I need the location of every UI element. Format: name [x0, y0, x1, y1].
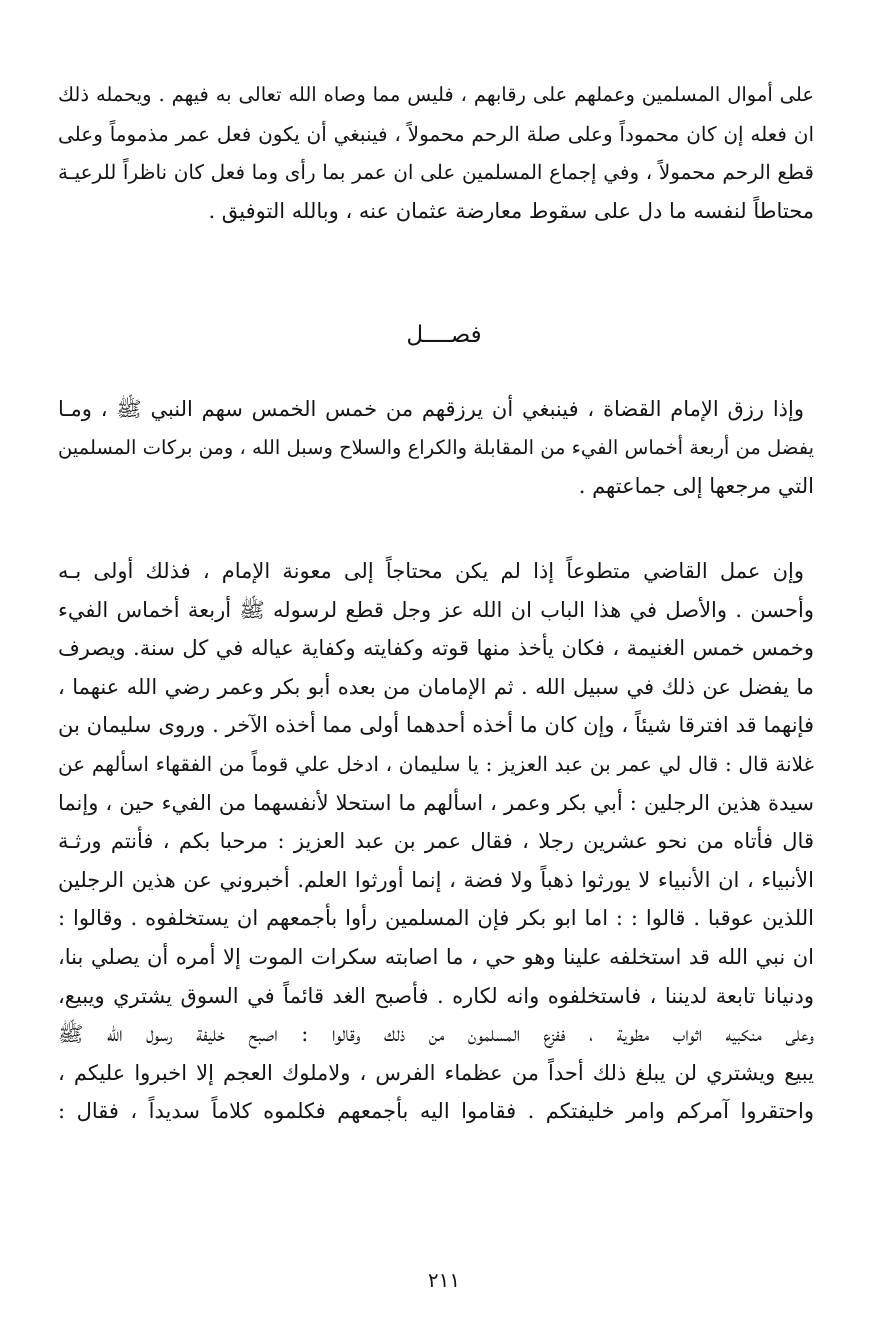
paragraph-2	[58, 390, 814, 506]
paragraph-3	[58, 552, 814, 1131]
text-line: سيدة هذين الرجلين : أبي بكر وعمر ، اسألهم ما استحلا لأنفسهما من الفيء حين ، وإنما	[58, 790, 814, 815]
text-line: التي مرجعها إلى جماعتهم .	[578, 474, 814, 499]
text-line: محتاطاً لنفسه ما دل على سقوط معارضة عثمان عنه ، وبالله التوفيق .	[208, 198, 814, 223]
text-line: على أموال المسلمين وعملهم على رقابهم ، فليس مما وصاه الله تعالى به فيهم . ويحمله ذلك	[58, 83, 814, 106]
text-line: ان فعله إن كان محموداً وعلى صلة الرحم محمولاً ، فينبغي أن يكون فعل عمر مذموماً وعلى	[58, 121, 814, 146]
section-heading: فصــــل	[406, 322, 482, 348]
text-line: يفضل من أربعة أخماس الفيء من المقابلة والكراع والسلاح وسبل الله ، ومن بركات المسلمين	[58, 435, 814, 459]
page-number: ٢١١	[427, 1268, 461, 1292]
paragraph-1	[58, 76, 814, 230]
text-line: وإن عمل القاضي متطوعاً إذا لم يكن محتاجاً إلى معونة الإمام ، فذلك أولى بـه	[58, 559, 804, 583]
text-line: اللذين عوقبا . قالوا : : اما ابو بكر فإن المسلمين رأوا بأجمعهم ان يستخلفوه . وقالوا :	[58, 906, 814, 931]
text-line: فإنهما قد افترقا شيئاً ، وإن كان ما أخذه أحدهما أولى مما أخذه الآخر . وروى سليمان بن	[58, 713, 814, 738]
text-line: وعلى منكبيه اثواب مطوية ، ففزع المسلمون من ذلك وقالوا : اصبح خليفة رسول الله ﷺ	[58, 1022, 814, 1047]
text-line: قال فأتاه من نحو عشرين رجلا ، فقال عمر بن عبد العزيز : مرحبا بكم ، فأنتم ورثـة	[58, 829, 814, 854]
text-line: ودنيانا تابعة لديننا ، فاستخلفوه وانه لكاره . فأصبح الغد قائماً في السوق يشتري ويبيع،	[58, 983, 814, 1008]
text-line: واحتقروا آمركم وامر خليفتكم . فقاموا اليه بأجمعهم فكلموه كلاماً سديداً ، فقال :	[58, 1099, 814, 1124]
text-line: ان نبي الله قد استخلفه علينا وهو حي ، ما اصابته سكرات الموت إلا أمره أن يصلي بنا،	[58, 944, 814, 969]
text-line: الأنبياء ، ان الأنبياء لا يورثوا ذهباً ولا فضة ، إنما أورثوا العلم. أخبروني عن هذين الرجلين	[58, 867, 814, 892]
text-line: وإذا رزق الإمام القضاة ، فينبغي أن يرزقهم من خمس الخمس سهم النبي ﷺ ، ومـا	[58, 397, 804, 421]
text-line: قطع الرحم محمولاً ، وفي إجماع المسلمين على ان عمر بما رأى وما فعل كان ناظراً للرعيـة	[58, 160, 814, 185]
text-line: غلانة قال : قال لي عمر بن عبد العزيز : يا سليمان ، ادخل علي قوماً من الفقهاء اسألهم عن	[58, 751, 814, 776]
text-line: وخمس خمس الغنيمة ، فكان يأخذ منها قوته وكفايته وكفاية عياله في كل سنة. ويصرف	[58, 636, 814, 661]
text-line: ما يفضل عن ذلك في سبيل الله . ثم الإمامان من بعده أبو بكر وعمر رضي الله عنهما ،	[58, 674, 814, 699]
text-line: يبيع ويشتري لن يبلغ ذلك أحداً من عظماء الفرس ، ولاملوك العجم إلا اخبروا عليكم ،	[58, 1060, 814, 1085]
text-line: وأحسن . والأصل في هذا الباب ان الله عز وجل قطع لرسوله ﷺ أربعة أخماس الفيء	[58, 597, 814, 622]
